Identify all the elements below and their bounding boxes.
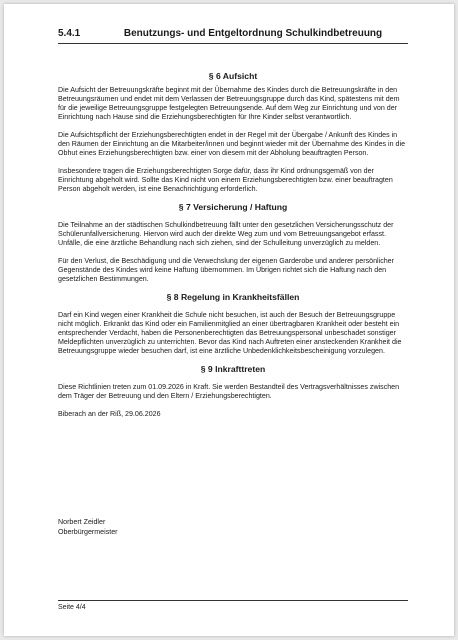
document-body [58,72,408,419]
document-header [58,28,408,39]
paragraph: Die Aufsichtspflicht der Erziehungsberechtigten endet in der Regel mit der Übergabe / Ankunft des Kindes in den Räumen der Einrichtung an die Mitarbeiter/innen und beginnt wieder mit der Übernahme des Kindes in die Obhut eines Erziehungsberechtigten bzw. einer von diesem mit der Abholung beauftragten Person. [58,131,406,157]
place-date: Biberach an der Riß, 29.06.2026 [58,410,161,418]
signatory-role: Oberbürgermeister [58,528,118,536]
document-title: Benutzungs- und Entgeltordnung Schulkindbetreuung [123,28,383,39]
page-number: Seite 4/4 [58,604,86,611]
paragraph: Diese Richtlinien treten zum 01.09.2026 in Kraft. Sie werden Bestandteil des Vertragsverhältnisses zwischen dem Träger der Betreuung und den Eltern / Erziehungsberechtigten. [58,383,400,400]
section-heading-versicherung: § 7 Versicherung / Haftung [178,202,288,212]
signatory-name: Norbert Zeidler [58,518,106,526]
paragraph: Darf ein Kind wegen einer Krankheit die Schule nicht besuchen, ist auch der Besuch der Betreuungsgruppe nicht möglich. Erkrankt das Kind oder ein Familienmitglied an einer übertragbaren Krankheit oder besteht ein entsprechender Verdacht, haben die Personenberechtigten das Betreuungspersonal unbeschadet sonstiger Meldepflichten unverzüglich zu unterrichten. Bevor das Kind nach Auftreten einer ansteckenden Krankheit die Betreuungsgruppe wieder besuchen darf, ist eine ärztliche Unbedenklichkeitsbescheinigung vorzulegen. [58,311,402,355]
signature-block [58,517,258,537]
paragraph: Die Aufsicht der Betreuungskräfte beginnt mit der Übernahme des Kindes durch die Betreuungskräfte in den Betreuungsräumen und endet mit dem Verlassen der Betreuungsgruppe durch das Kind, spätestens mit dem für die jeweilige Betreuungsgruppe festgelegten Betreuungsende. Auf dem Weg zur Einrichtung und von der Einrichtung nach Hause sind die Erziehungsberechtigten für Ihre Kinder selbst verantwortlich. [58,86,400,121]
footer-divider [58,600,408,601]
section-number: 5.4.1 [58,28,81,39]
section-heading-inkrafttreten: § 9 Inkrafttreten [200,364,266,374]
section-heading-krankheit: § 8 Regelung in Krankheitsfällen [166,292,300,302]
section-heading-aufsicht: § 6 Aufsicht [208,71,258,81]
paragraph: Für den Verlust, die Beschädigung und die Verwechslung der eigenen Garderobe und anderer persönlicher Gegenstände des Kindes wird keine Haftung übernommen. Im Übrigen richtet sich die Haftung nach den gesetzlichen Bestimmungen. [58,257,394,283]
header-divider [58,43,408,44]
paragraph: Die Teilnahme an der städtischen Schulkindbetreuung fällt unter den gesetzlichen Versicherungsschutz der Schülerunfallversicherung. Hiervon wird auch der direkte Weg zum und vom Betreuungsangebot erfasst. Unfälle, die eine ärztliche Behandlung nach sich ziehen, sind der Schulleitung unverzüglich zu melden. [58,221,394,247]
document-page [4,4,454,636]
paragraph: Insbesondere tragen die Erziehungsberechtigten Sorge dafür, dass ihr Kind ordnungsgemäß von der Einrichtung abgeholt wird. Sollte das Kind nicht von einem Erziehungsberechtigten bzw. einer beauftragten Person abgeholt werden, ist eine Benachrichtigung erforderlich. [58,167,393,193]
